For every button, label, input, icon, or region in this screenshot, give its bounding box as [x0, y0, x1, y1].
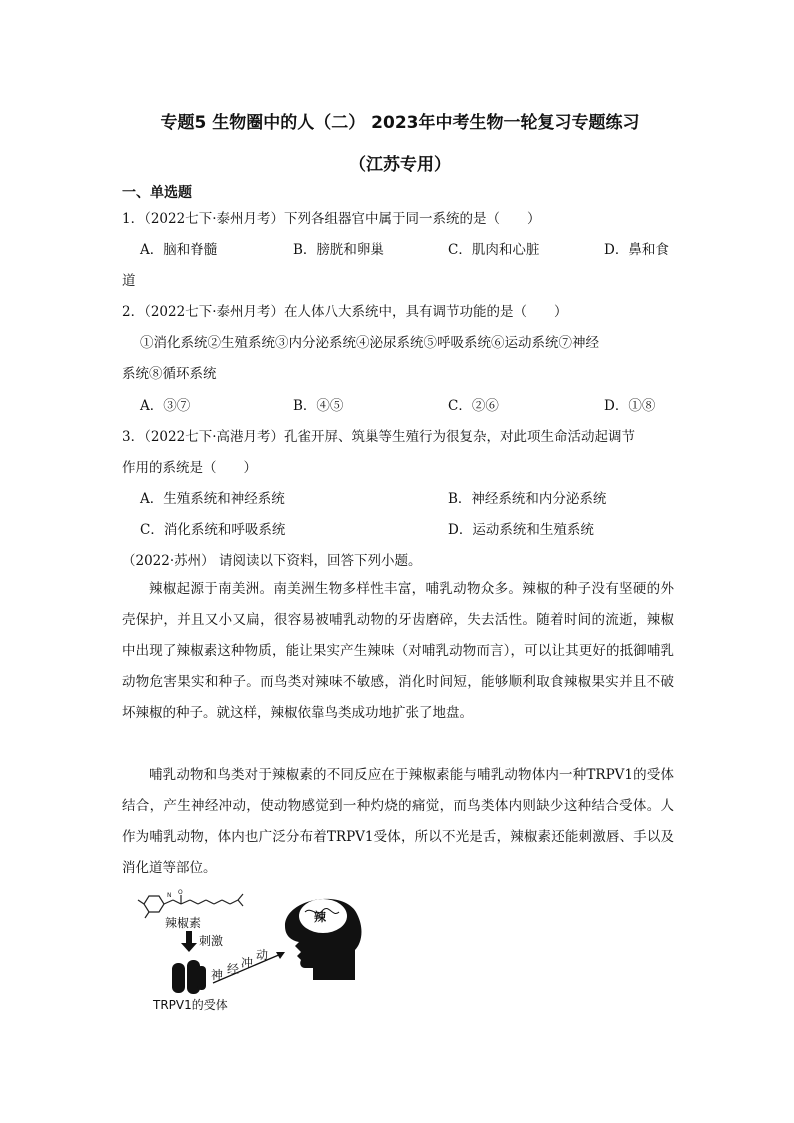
question-2-option-c: C．②⑥ — [448, 398, 499, 414]
question-1-option-a: A．脑和脊髓 — [140, 242, 218, 258]
impulse-label-char-4: 动 — [256, 948, 269, 962]
question-1-option-d-wrap: 道 — [122, 273, 136, 289]
brain-label: 辣 — [314, 910, 327, 924]
question-1-option-b: B．膀胱和卵巢 — [293, 242, 384, 258]
question-1-option-d: D．鼻和食 — [604, 242, 669, 258]
question-2-items-line2: 系统⑧循环系统 — [122, 366, 217, 382]
question-2-items-line1: ①消化系统②生殖系统③内分泌系统④泌尿系统⑤呼吸系统⑥运动系统⑦神经 — [140, 335, 599, 351]
impulse-label-char-1: 神 — [211, 968, 224, 982]
question-2-option-d: D．①⑧ — [604, 398, 656, 414]
question-3-stem-line1: 3．（2022七下·高港月考）孔雀开屏、筑巢等生殖行为很复杂，对此项生命活动起调节 — [122, 429, 635, 445]
question-2-option-b: B．④⑤ — [293, 398, 344, 414]
question-3-option-a: A．生殖系统和神经系统 — [140, 491, 285, 507]
trpv1-receptor-icon — [172, 960, 206, 994]
receptor-label: TRPV1的受体 — [153, 998, 228, 1012]
question-2-option-a: A．③⑦ — [140, 398, 191, 414]
reading-paragraph-1: 辣椒起源于南美洲。南美洲生物多样性丰富，哺乳动物众多。辣椒的种子没有坚硬的外壳保护，并且又小又扁，很容易被哺乳动物的牙齿磨碎，失去活性。随着时间的流逝，辣椒中出现了辣椒素这种物质，能让果实产生辣味（对哺乳动物而言），可以让其更好的抵御哺乳动物危害果实和种子。而鸟类对辣味不敏感，消化时间短，能够顺利取食辣椒果实并且不破坏辣椒的种子。就这样，辣椒依靠鸟类成功地扩张了地盘。 — [122, 581, 674, 721]
stimulus-label: 刺激 — [199, 934, 224, 948]
capsaicin-label: 辣椒素 — [165, 916, 202, 930]
question-3-option-d: D．运动系统和生殖系统 — [448, 522, 594, 538]
question-1-option-c: C．肌肉和心脏 — [448, 242, 540, 258]
section-heading: 一、单选题 — [122, 185, 192, 201]
svg-text:O: O — [178, 889, 183, 896]
reading-paragraph-2: 哺乳动物和鸟类对于辣椒素的不同反应在于辣椒素能与哺乳动物体内一种TRPV1的受体结合，产生神经冲动，使动物感觉到一种灼烧的痛觉，而鸟类体内则缺少这种结合受体。人作为哺乳动物，体内也广泛分布着TRPV1受体，所以不光是舌，辣椒素还能刺激唇、手以及消化道等部位。 — [122, 767, 674, 876]
question-3-option-c: C．消化系统和呼吸系统 — [140, 522, 286, 538]
document-title-line2: （江苏专用） — [349, 155, 451, 175]
capsaicin-diagram — [135, 888, 395, 1018]
stimulus-arrow — [181, 931, 197, 952]
impulse-label-char-3: 冲 — [241, 956, 254, 970]
question-3-stem-line2: 作用的系统是（ ） — [122, 460, 257, 476]
impulse-label-char-2: 经 — [227, 962, 240, 976]
reading-intro: （2022·苏州） 请阅读以下资料，回答下列小题。 — [122, 553, 422, 569]
svg-text:N: N — [167, 892, 172, 899]
question-3-option-b: B．神经系统和内分泌系统 — [448, 491, 607, 507]
question-2-stem: 2．（2022七下·泰州月考）在人体八大系统中，具有调节功能的是（ ） — [122, 304, 568, 320]
document-title-line1: 专题5 生物圈中的人（二） 2023年中考生物一轮复习专题练习 — [160, 113, 640, 133]
question-1-stem: 1．（2022七下·泰州月考）下列各组器官中属于同一系统的是（ ） — [122, 211, 541, 227]
